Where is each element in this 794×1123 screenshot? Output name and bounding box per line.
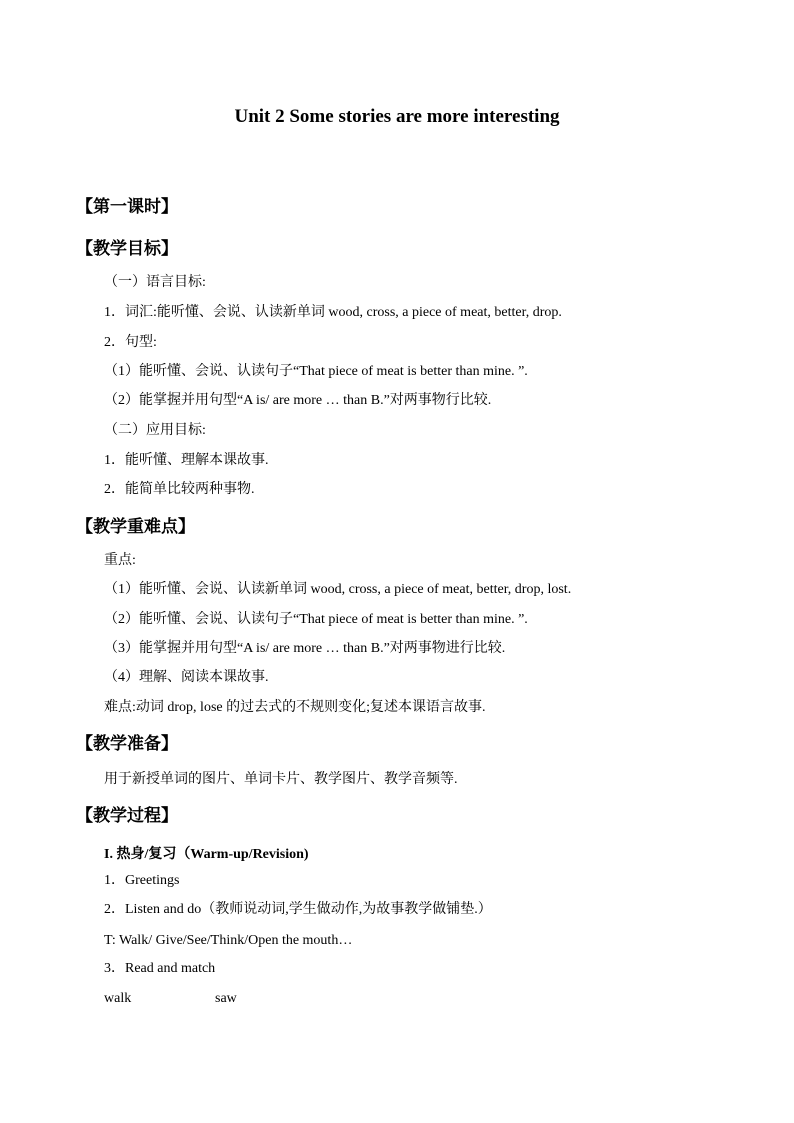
process-step-2: 2．Listen and do（教师说动词,学生做动作,为故事教学做铺垫.） xyxy=(104,902,492,917)
difficulty-point: 难点:动词 drop, lose 的过去式的不规则变化;复述本课语言故事. xyxy=(104,700,486,715)
match-word-left: walk xyxy=(104,991,132,1006)
match-word-right: saw xyxy=(215,991,237,1006)
goal-sentence-2: （2）能掌握并用句型“A is/ are more … than B.”对两事物行比较. xyxy=(104,393,492,408)
goal-sentence-1: （1）能听懂、会说、认读句子“That piece of meat is better than mine. ”. xyxy=(104,364,528,379)
apply-goal-2: 2．能简单比较两种事物. xyxy=(104,482,255,497)
key-point-3: （3）能掌握并用句型“A is/ are more … than B.”对两事物进行比较. xyxy=(104,641,506,656)
document-title: Unit 2 Some stories are more interesting xyxy=(234,106,560,127)
key-point-4: （4）理解、阅读本课故事. xyxy=(104,670,269,685)
key-point-2: （2）能听懂、会说、认读句子“That piece of meat is better than mine. ”. xyxy=(104,612,528,627)
warmup-subheading: I. 热身/复习（Warm-up/Revision) xyxy=(104,847,309,862)
preparation-heading: 【教学准备】 xyxy=(76,734,178,753)
process-step-3: 3．Read and match xyxy=(104,961,216,976)
goals-heading: 【教学目标】 xyxy=(76,239,178,258)
teacher-line: T: Walk/ Give/See/Think/Open the mouth… xyxy=(104,933,353,948)
preparation-text: 用于新授单词的图片、单词卡片、教学图片、教学音频等. xyxy=(104,772,458,787)
key-points-label: 重点: xyxy=(104,553,136,568)
process-step-1: 1．Greetings xyxy=(104,873,180,888)
apply-goal-1: 1．能听懂、理解本课故事. xyxy=(104,453,269,468)
process-heading: 【教学过程】 xyxy=(76,806,178,825)
key-point-1: （1）能听懂、会说、认读新单词 wood, cross, a piece of meat, better, drop, lost. xyxy=(104,582,572,597)
goal-vocabulary: 1．词汇:能听懂、会说、认读新单词 wood, cross, a piece of meat, better, drop. xyxy=(104,305,562,320)
lesson-heading: 【第一课时】 xyxy=(76,197,178,216)
goal-sentence-label: 2．句型: xyxy=(104,335,157,350)
language-goal-label: （一）语言目标: xyxy=(104,275,206,290)
apply-goal-label: （二）应用目标: xyxy=(104,423,206,438)
key-points-heading: 【教学重难点】 xyxy=(76,517,195,536)
